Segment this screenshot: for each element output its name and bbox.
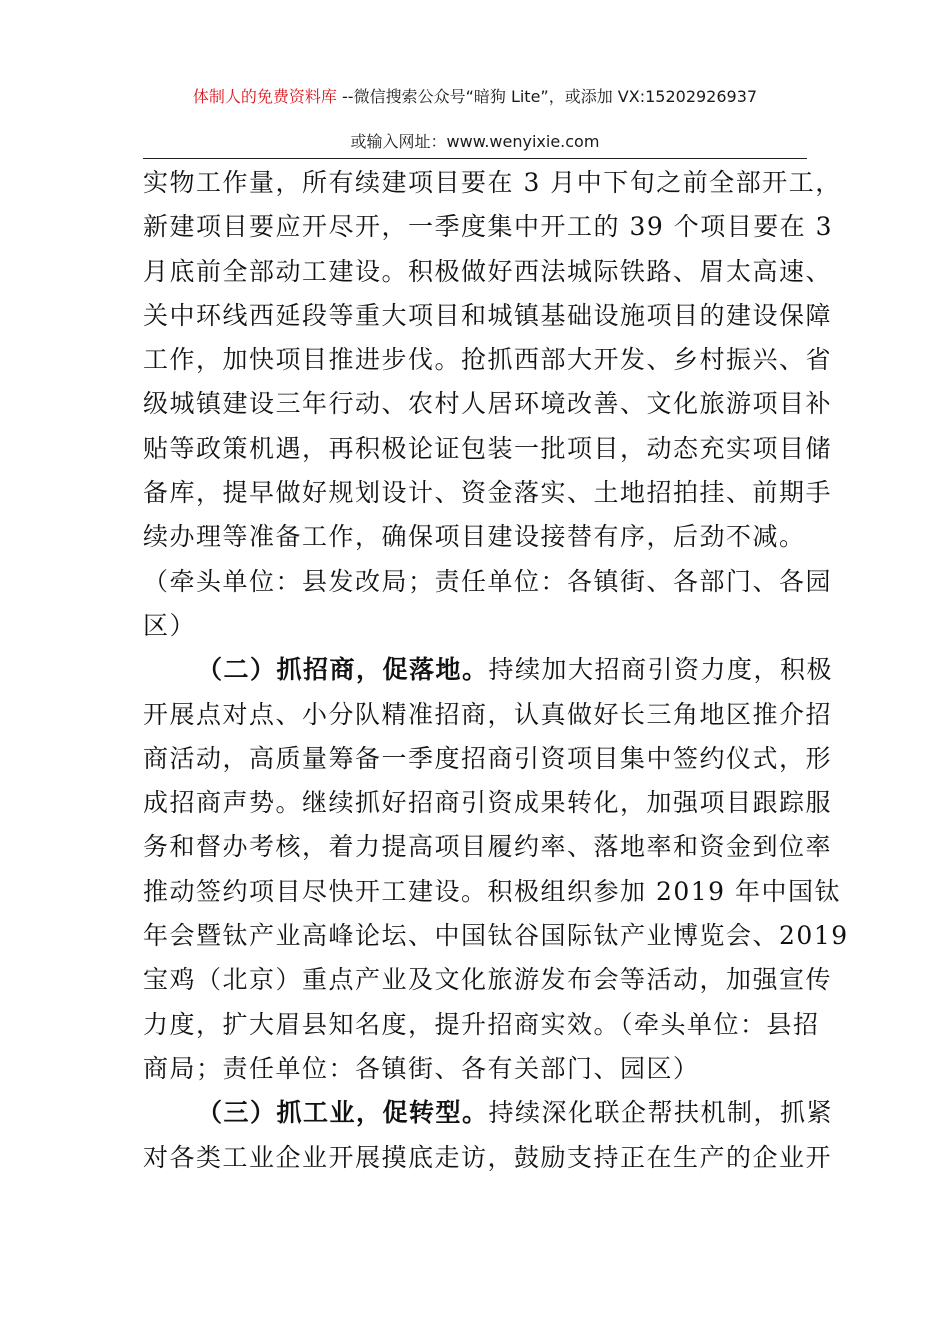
text-line: 工作，加快项目推进步伐。抢抓西部大开发、乡村振兴、省 — [143, 345, 833, 375]
text-line: 开展点对点、小分队精准招商，认真做好长三角地区推介招 — [143, 699, 833, 729]
text-line: 贴等政策机遇，再积极论证包装一批项目，动态充实项目储 — [143, 433, 833, 463]
text-line — [143, 1091, 834, 1135]
document-body — [143, 161, 849, 1180]
text-line: 备库，提早做好规划设计、资金落实、土地招拍挂、前期手 — [143, 478, 833, 508]
text-line: 力度，扩大眉县知名度，提升招商实效。（牵头单位：县招 — [143, 1009, 820, 1039]
text-line: 区） — [143, 610, 197, 640]
text-line: 年会暨钛产业高峰论坛、中国钛谷国际钛产业博览会、2019 — [143, 921, 849, 951]
text-line: 级城镇建设三年行动、农村人居环境改善、文化旅游项目补 — [143, 389, 833, 419]
text-line: 推动签约项目尽快开工建设。积极组织参加 2019 年中国钛 — [143, 876, 842, 906]
text-run: 持续加大招商引资力度，积极 — [488, 655, 834, 685]
text-line: 新建项目要应开尽开，一季度集中开工的 39 个项目要在 3 — [143, 212, 834, 242]
text-line: 实物工作量，所有续建项目要在 3 月中下旬之前全部开工， — [143, 168, 842, 197]
text-line: 续办理等准备工作，确保项目建设接替有序，后劲不减。 — [143, 522, 806, 552]
section-heading-investment: （二）抓招商，促落地。 — [197, 655, 489, 685]
text-line — [143, 648, 834, 692]
text-line: （牵头单位：县发改局；责任单位：各镇街、各部门、各园 — [143, 566, 833, 596]
header-brand: 体制人的免费资料库 — [192, 87, 337, 106]
section-heading-industry: （三）抓工业，促转型。 — [197, 1098, 489, 1128]
header-site: 或输入网址：www.wenyixie.com — [350, 132, 600, 151]
text-line: 宝鸡（北京）重点产业及文化旅游发布会等活动，加强宣传 — [143, 965, 833, 995]
watermark-header — [0, 86, 950, 108]
text-line: 关中环线西延段等重大项目和城镇基础设施项目的建设保障 — [143, 300, 833, 330]
text-line: 月底前全部动工建设。积极做好西法城际铁路、眉太高速、 — [143, 256, 833, 286]
header-promo: --微信搜索公众号“暗狗 Lite”，或添加 VX:15202926937 — [336, 87, 758, 106]
header-divider — [143, 158, 807, 159]
text-run: 持续深化联企帮扶机制，抓紧 — [488, 1098, 834, 1128]
text-line: 务和督办考核，着力提高项目履约率、落地率和资金到位率 — [143, 832, 833, 862]
text-line: 商局；责任单位：各镇街、各有关部门、园区） — [143, 1053, 700, 1083]
text-line: 对各类工业企业开展摸底走访，鼓励支持正在生产的企业开 — [143, 1142, 833, 1172]
text-line: 成招商声势。继续抓好招商引资成果转化，加强项目跟踪服 — [143, 788, 833, 818]
text-line: 商活动，高质量筹备一季度招商引资项目集中签约仪式，形 — [143, 743, 833, 773]
paragraph-projects — [143, 161, 842, 648]
paragraph-investment — [143, 648, 849, 1091]
paragraph-industry — [143, 1091, 834, 1180]
